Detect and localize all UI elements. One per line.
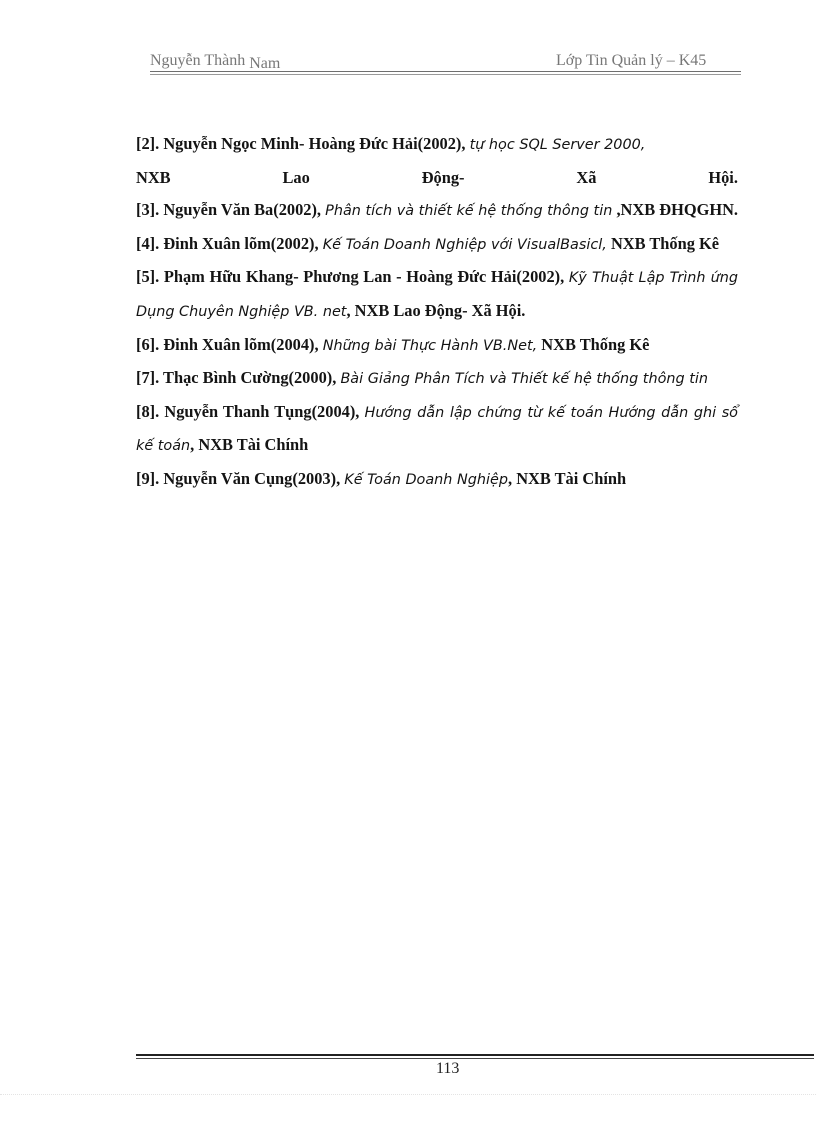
reference-item-4 (136, 228, 738, 262)
publisher-word: Xã (576, 167, 597, 187)
reference-authors: Đinh Xuân lõm(2002), (163, 233, 319, 253)
reference-publisher: NXB Thống Kê (541, 334, 650, 354)
reference-authors: Nguyễn Ngọc Minh- Hoàng Đức Hải(2002), (163, 134, 466, 153)
reference-title: Bài Giảng Phân Tích và Thiết kế hệ thống thông tin (340, 371, 708, 388)
reference-number: [6]. (136, 334, 160, 354)
publisher-word: Lao (282, 167, 310, 187)
reference-title: tự học SQL Server 2000, (469, 137, 646, 153)
reference-item-2-publisher (136, 162, 738, 195)
reference-publisher: NXB Thống Kê (610, 233, 720, 253)
reference-item-6 (136, 329, 738, 363)
reference-item-7 (136, 362, 738, 396)
reference-number: [9]. (136, 468, 160, 488)
reference-authors: Phạm Hữu Khang- Phương Lan - Hoàng Đức Hải(2002), (163, 267, 565, 287)
reference-number: [4]. (136, 233, 160, 253)
reference-publisher: , NXB Tài Chính (190, 435, 309, 455)
header-author-first: Nguyễn Thành (150, 52, 246, 69)
reference-number: [8]. (136, 401, 160, 421)
reference-title: Kế Toán Doanh Nghiệp với VisualBasicl, (322, 236, 607, 253)
reference-number: [3]. (136, 200, 160, 220)
header-rule-thin (150, 74, 741, 75)
reference-publisher: , NXB Lao Động- Xã Hội. (346, 300, 526, 320)
reference-item-8 (136, 396, 738, 463)
reference-title: Hướng dẫn lập chứng từ kế toán Hướng dẫn ghi sổ kế toán (136, 404, 738, 455)
reference-item-2 (136, 128, 738, 162)
reference-authors: Nguyễn Văn Cụng(2003), (163, 468, 341, 488)
reference-number: [5]. (136, 267, 160, 287)
page-edge-guide (0, 1094, 816, 1095)
reference-title: Phân tích và thiết kế hệ thống thông tin (325, 203, 613, 220)
publisher-word: Động- (421, 167, 465, 187)
reference-list (136, 128, 738, 497)
reference-number: [2]. (136, 134, 160, 153)
reference-publisher: , NXB Tài Chính (508, 468, 627, 488)
reference-authors: Đinh Xuân lõm(2004), (163, 334, 319, 354)
reference-authors: Nguyễn Thanh Tụng(2004), (164, 401, 360, 421)
reference-item-5 (136, 261, 738, 328)
publisher-word: Hội. (708, 167, 738, 187)
reference-title: Kế Toán Doanh Nghiệp (344, 471, 509, 488)
reference-item-3 (136, 194, 738, 228)
header-course: Lớp Tin Quản lý – K45 (556, 52, 707, 69)
reference-title: Kỹ Thuật Lập Trình ứng Dụng Chuyên Nghiệp VB. net (136, 270, 738, 320)
reference-authors: Nguyễn Văn Ba(2002), (163, 200, 322, 220)
header-author-last: Nam (249, 55, 281, 72)
header-rule (150, 71, 741, 72)
header-author (150, 52, 280, 70)
reference-publisher: ,NXB ĐHQGHN. (616, 200, 739, 220)
reference-number: [7]. (136, 368, 160, 388)
reference-authors: Thạc Bình Cường(2000), (163, 368, 337, 388)
reference-item-9 (136, 463, 738, 497)
page-number: 113 (436, 1060, 460, 1077)
footer-rule-thin (136, 1058, 814, 1059)
footer-rule (136, 1054, 814, 1056)
reference-title: Những bài Thực Hành VB.Net, (322, 337, 538, 354)
publisher-word: NXB (136, 167, 171, 187)
